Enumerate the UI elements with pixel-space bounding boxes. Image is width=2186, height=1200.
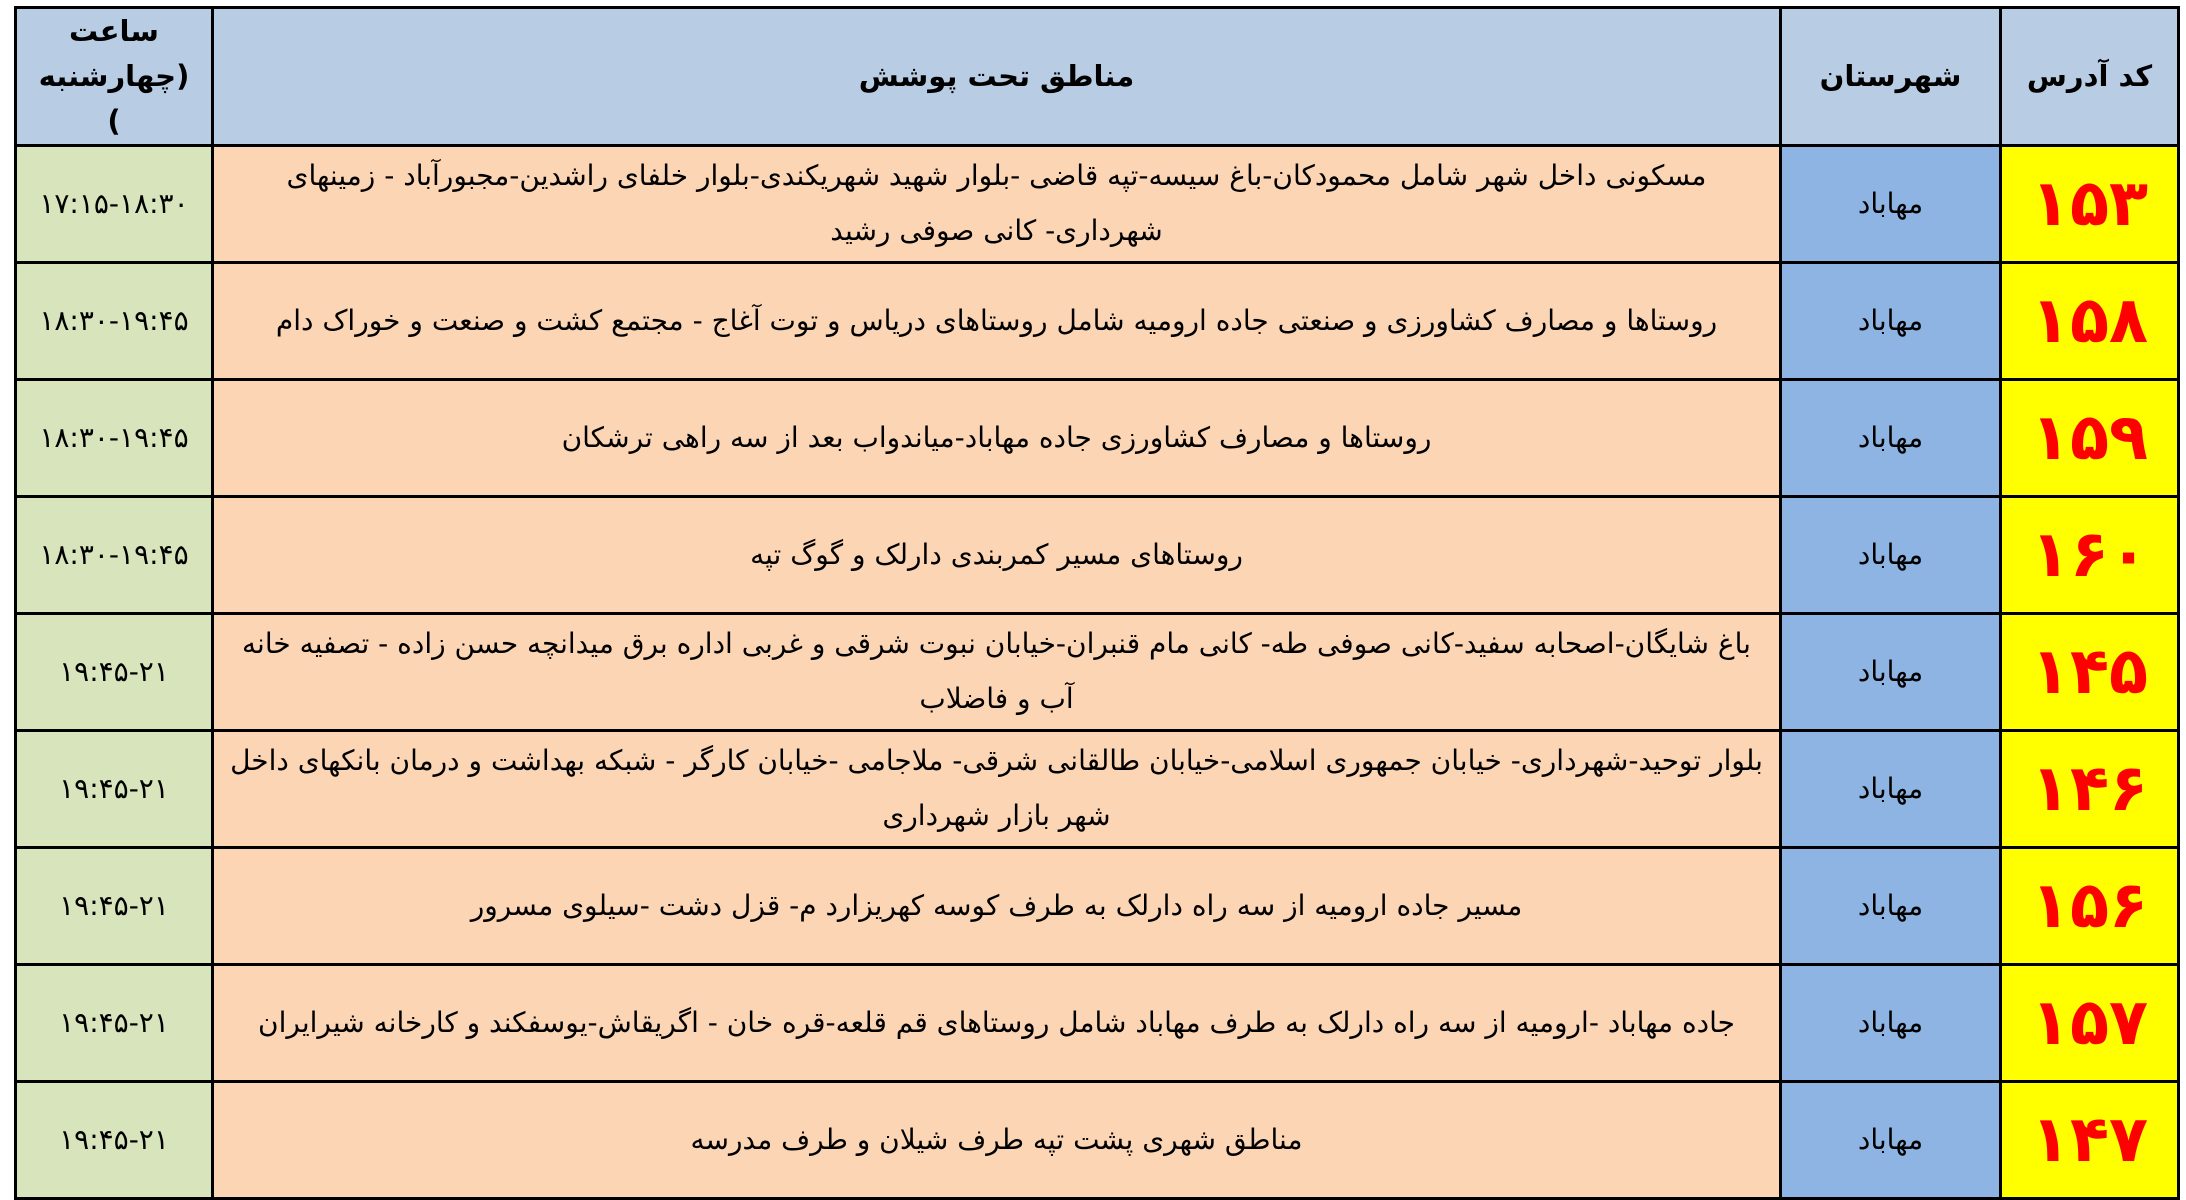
hours-cell: ۱۷:۱۵-۱۸:۳۰ [16,145,213,262]
address-code-cell: ۱۵۶ [2001,847,2179,964]
table-row [16,1081,2179,1198]
table-row [16,730,2179,847]
city-cell: مهاباد [1781,730,2001,847]
areas-cell: بلوار توحید-شهرداری- خیابان جمهوری اسلامی-خیابان طالقانی شرقی- ملاجامی -خیابان کارگر - شبکه بهداشت و درمان بانکهای داخل شهر بازار شهرداری [213,730,1781,847]
city-cell: مهاباد [1781,496,2001,613]
header-code: کد آدرس [2001,8,2179,146]
hours-cell: ۱۹:۴۵-۲۱ [16,964,213,1081]
city-cell: مهاباد [1781,1081,2001,1198]
outage-schedule-table [14,6,2180,1200]
areas-cell: مناطق شهری پشت تپه طرف شیلان و طرف مدرسه [213,1081,1781,1198]
hours-cell: ۱۸:۳۰-۱۹:۴۵ [16,262,213,379]
address-code-cell: ۱۵۳ [2001,145,2179,262]
address-code-cell: ۱۶۰ [2001,496,2179,613]
header-hours [16,8,213,146]
hours-cell: ۱۸:۳۰-۱۹:۴۵ [16,496,213,613]
hours-cell: ۱۹:۴۵-۲۱ [16,613,213,730]
address-code-cell: ۱۴۶ [2001,730,2179,847]
table-row [16,847,2179,964]
header-city: شهرستان [1781,8,2001,146]
hours-cell: ۱۹:۴۵-۲۱ [16,730,213,847]
address-code-cell: ۱۵۹ [2001,379,2179,496]
areas-cell: باغ شایگان-اصحابه سفید-کانی صوفی طه- کانی مام قنبران-خیابان نبوت شرقی و غربی اداره برق میدانچه حسن زاده - تصفیه خانه آب و فاضلاب [213,613,1781,730]
city-cell: مهاباد [1781,379,2001,496]
header-areas: مناطق تحت پوشش [213,8,1781,146]
schedule-sheet [17,6,2180,1200]
table-row [16,145,2179,262]
header-hours-line1: ساعت [69,14,159,48]
areas-cell: روستاهای مسیر کمربندی دارلک و گوگ تپه [213,496,1781,613]
areas-cell: مسیر جاده ارومیه از سه راه دارلک به طرف کوسه کهریزارد م- قزل دشت -سیلوی مسرور [213,847,1781,964]
areas-cell: روستاها و مصارف کشاورزی و صنعتی جاده ارومیه شامل روستاهای دریاس و توت آغاج - مجتمع کشت و صنعت و خوراک دام [213,262,1781,379]
table-row [16,964,2179,1081]
address-code-cell: ۱۴۷ [2001,1081,2179,1198]
areas-cell: روستاها و مصارف کشاورزی جاده مهاباد-میاندواب بعد از سه راهی ترشکان [213,379,1781,496]
city-cell: مهاباد [1781,613,2001,730]
areas-cell: مسکونی داخل شهر شامل محمودکان-باغ سیسه-تپه قاضی -بلوار شهید شهریکندی-بلوار خلفای راشدین-مجبورآباد - زمینهای شهرداری- کانی صوفی رشید [213,145,1781,262]
areas-cell: جاده مهاباد -ارومیه از سه راه دارلک به طرف مهاباد شامل روستاهای قم قلعه-قره خان - اگریقاش-یوسفکند و کارخانه شیرایران [213,964,1781,1081]
city-cell: مهاباد [1781,145,2001,262]
city-cell: مهاباد [1781,964,2001,1081]
address-code-cell: ۱۵۷ [2001,964,2179,1081]
table-row [16,496,2179,613]
header-hours-line2: (چهارشنبه ) [38,58,190,138]
table-row [16,379,2179,496]
hours-cell: ۱۹:۴۵-۲۱ [16,1081,213,1198]
address-code-cell: ۱۴۵ [2001,613,2179,730]
hours-cell: ۱۹:۴۵-۲۱ [16,847,213,964]
city-cell: مهاباد [1781,262,2001,379]
table-row [16,613,2179,730]
hours-cell: ۱۸:۳۰-۱۹:۴۵ [16,379,213,496]
address-code-cell: ۱۵۸ [2001,262,2179,379]
city-cell: مهاباد [1781,847,2001,964]
header-row [16,8,2179,146]
table-row [16,262,2179,379]
